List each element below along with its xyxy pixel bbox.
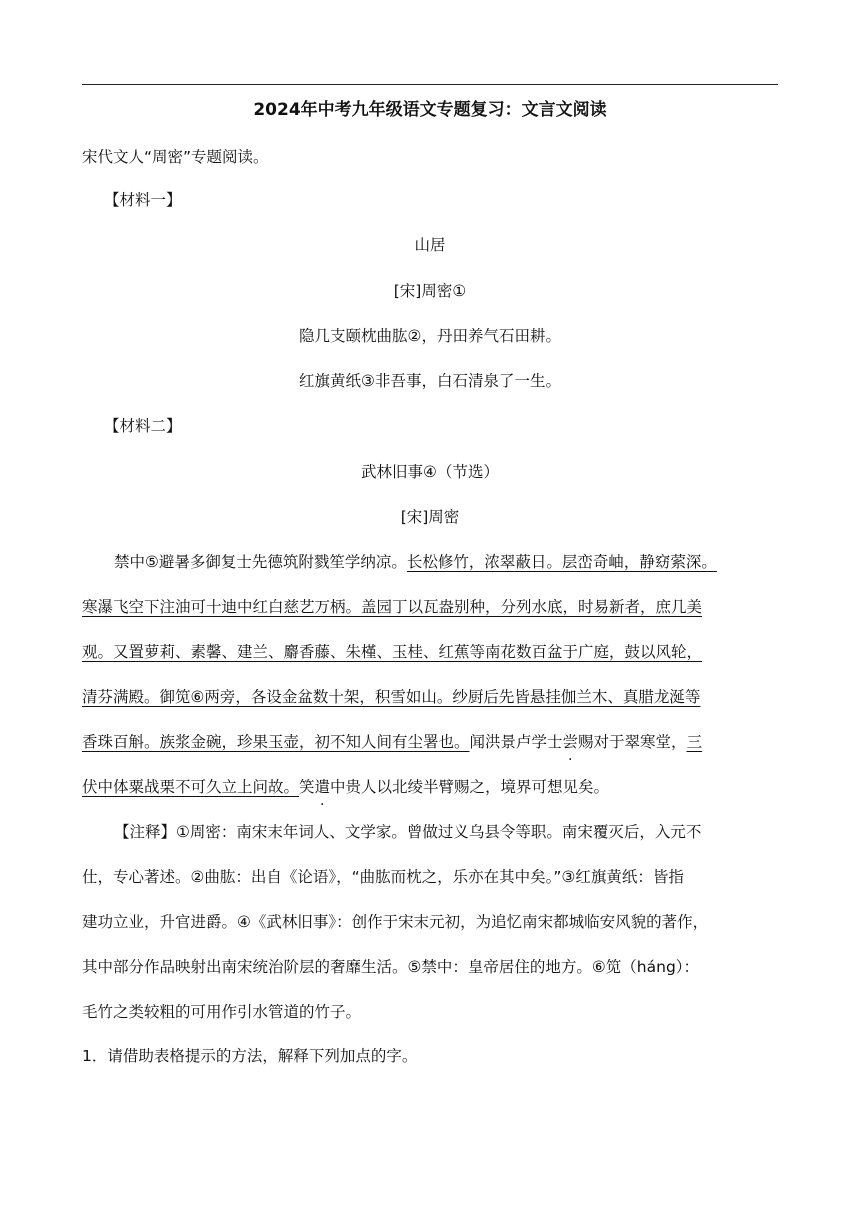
poem-title: 山居 — [414, 236, 446, 254]
material-two-label: 【材料二】 — [104, 417, 182, 435]
page-title: 2024年中考九年级语文专题复习：文言文阅读 — [253, 100, 607, 120]
notes-line-5: 毛竹之类较粗的可用作引水管道的竹子。 — [82, 1003, 362, 1021]
excerpt-text: 赐对于翠寒堂， — [578, 733, 687, 751]
underlined-text: 长松修竹，浓翠蔽日。层峦奇岫，静窈萦深。 — [406, 553, 717, 571]
excerpt-title: 武林旧事④（节选） — [361, 463, 499, 481]
notes-line-1: 【注释】①周密：南宋末年词人、文学家。曾做过义乌县令等职。南宋覆灭后，入元不 — [114, 823, 702, 841]
poem-line-1: 隐几支颐枕曲肱②，丹田养气石田耕。 — [299, 327, 561, 345]
notes-line-2: 仕，专心著述。②曲肱：出自《论语》，“曲肱而枕之，乐亦在其中矣。”③红旗黄纸：皆指 — [82, 868, 684, 886]
notes-line-4: 其中部分作品映射出南宋统治阶层的奢靡生活。⑤禁中：皇帝居住的地方。⑥笕（háng）： — [82, 958, 700, 976]
dotted-character: 遣 — [314, 778, 331, 796]
dotted-character: 尝 — [562, 733, 579, 751]
notes-line-3: 建功立业，升官进爵。④《武林旧事》：创作于宋末元初，为追忆南宋都城临安风貌的著作， — [82, 913, 709, 931]
excerpt-line-3: 观。又置萝莉、素馨、建兰、麝香藤、朱槿、玉桂、红蕉等南花数百盆于广庭，鼓以风轮， — [82, 643, 703, 661]
poem-author: [宋]周密① — [393, 282, 467, 300]
underlined-text: 伏中体粟战栗不可久立上问故。 — [82, 778, 300, 796]
excerpt-text: 笑 — [299, 778, 315, 796]
poem-line-2: 红旗黄纸③非吾事，白石清泉了一生。 — [299, 372, 561, 390]
header-rule — [82, 84, 778, 85]
underlined-text: 香珠百斛。族浆金碗，珍果玉壶，初不知人间有尘署也。 — [82, 733, 470, 751]
material-one-label: 【材料一】 — [104, 191, 182, 209]
excerpt-text: 闻洪景卢学士 — [469, 733, 563, 751]
excerpt-text: 中贵人以北绫半臂赐之，境界可想见矣。 — [330, 778, 610, 796]
excerpt-line-4: 清芬满殿。御笕⑥两旁，各设金盆数十架，积雪如山。纱厨后先皆悬挂伽兰木、真腊龙涎等 — [82, 688, 701, 706]
question-1: 1．请借助表格提示的方法，解释下列加点的字。 — [82, 1047, 418, 1065]
excerpt-line-2: 寒瀑飞空下注油可十迪中红白慈艺万柄。盖园丁以瓦盎别种，分列水底，时易新者，庶几美 — [82, 598, 703, 616]
excerpt-author: [宋]周密 — [400, 508, 460, 526]
excerpt-line-1 — [114, 551, 778, 573]
underlined-text: 三 — [686, 733, 703, 751]
excerpt-line-5 — [82, 731, 778, 753]
excerpt-line-6 — [82, 776, 778, 798]
excerpt-text: 禁中⑤避暑多御复士先德筑附戮笙学纳凉。 — [114, 553, 407, 571]
intro-text: 宋代文人“周密”专题阅读。 — [82, 148, 269, 166]
